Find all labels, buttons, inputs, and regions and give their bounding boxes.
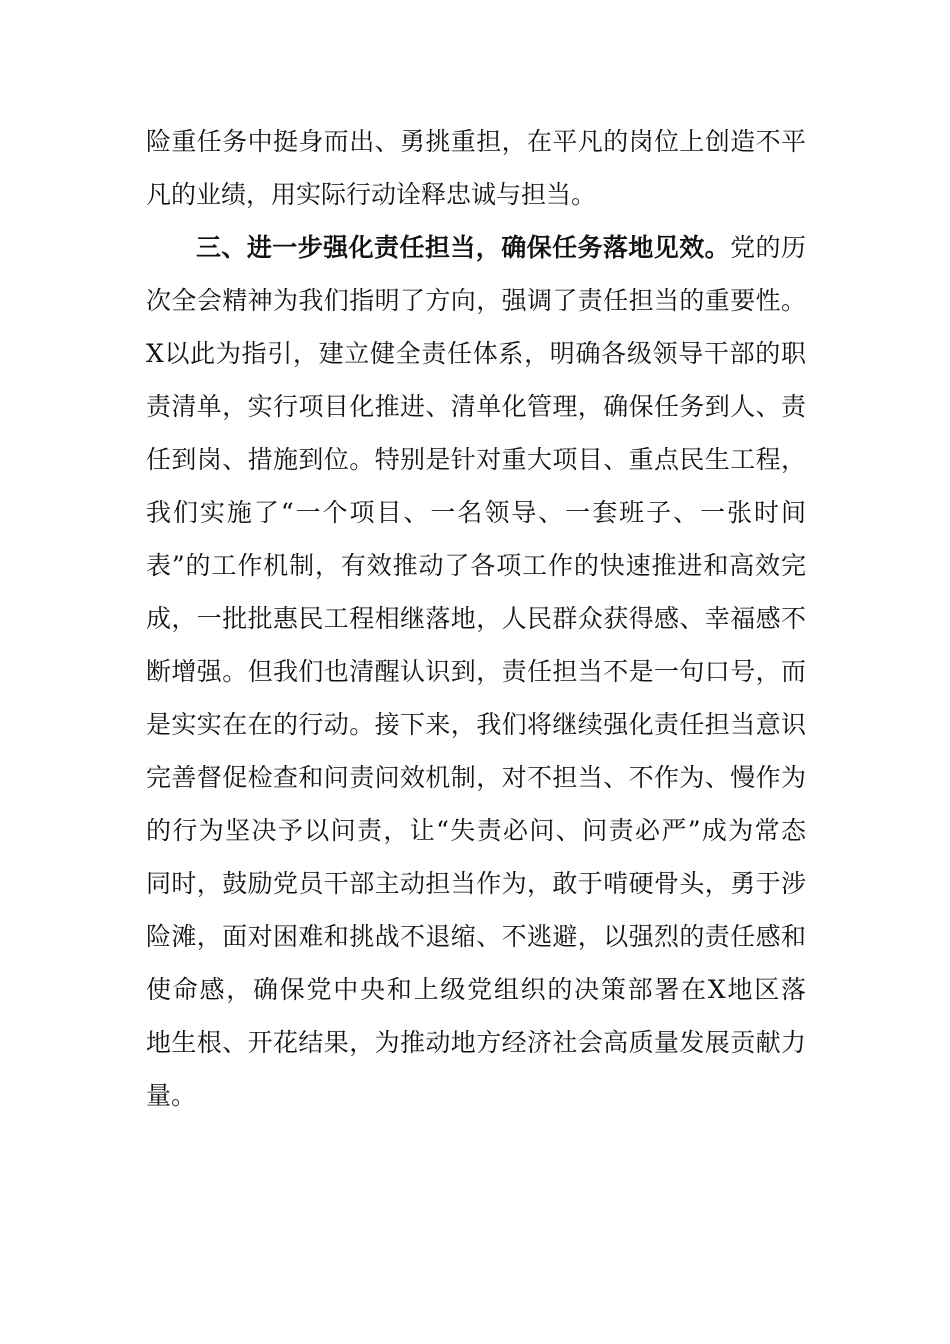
section-heading: 三、进一步强化责任担当，确保任务落地见效。	[196, 233, 731, 262]
text-line-15: 同时，鼓励党员干部主动担当作为，敢于啃硬骨头，勇于涉	[146, 869, 806, 898]
text-line-19: 量。	[146, 1081, 197, 1110]
text-line-13: 完善督促检查和问责问效机制，对不担当、不作为、慢作为	[146, 763, 806, 792]
text-line-2: 凡的业绩，用实际行动诠释忠诚与担当。	[146, 180, 597, 209]
body-text	[146, 115, 806, 1122]
section-heading-tail: 党的历	[730, 233, 806, 262]
text-line-11: 断增强。但我们也清醒认识到，责任担当不是一句口号，而	[146, 657, 806, 686]
text-line-8: 我们实施了“一个项目、一名领导、一套班子、一张时间	[146, 498, 806, 527]
section-heading-line	[146, 221, 806, 274]
text-line-17: 使命感，确保党中央和上级党组织的决策部署在X地区落	[146, 975, 806, 1004]
text-line-9: 表”的工作机制，有效推动了各项工作的快速推进和高效完	[146, 551, 806, 580]
text-line-5: X以此为指引，建立健全责任体系，明确各级领导干部的职	[146, 339, 806, 368]
text-line-10: 成，一批批惠民工程相继落地，人民群众获得感、幸福感不	[146, 604, 806, 633]
text-line-18: 地生根、开花结果，为推动地方经济社会高质量发展贡献力	[146, 1028, 806, 1057]
text-line-6: 责清单，实行项目化推进、清单化管理，确保任务到人、责	[146, 392, 806, 421]
text-line-1: 险重任务中挺身而出、勇挑重担，在平凡的岗位上创造不平	[146, 127, 806, 156]
text-line-12: 是实实在在的行动。接下来，我们将继续强化责任担当意识	[146, 710, 806, 739]
text-line-4: 次全会精神为我们指明了方向，强调了责任担当的重要性。	[146, 286, 806, 315]
text-line-14: 的行为坚决予以问责，让“失责必问、问责必严”成为常态	[146, 816, 806, 845]
text-line-7: 任到岗、措施到位。特别是针对重大项目、重点民生工程，	[146, 445, 806, 474]
text-line-16: 险滩，面对困难和挑战不退缩、不逃避，以强烈的责任感和	[146, 922, 806, 951]
